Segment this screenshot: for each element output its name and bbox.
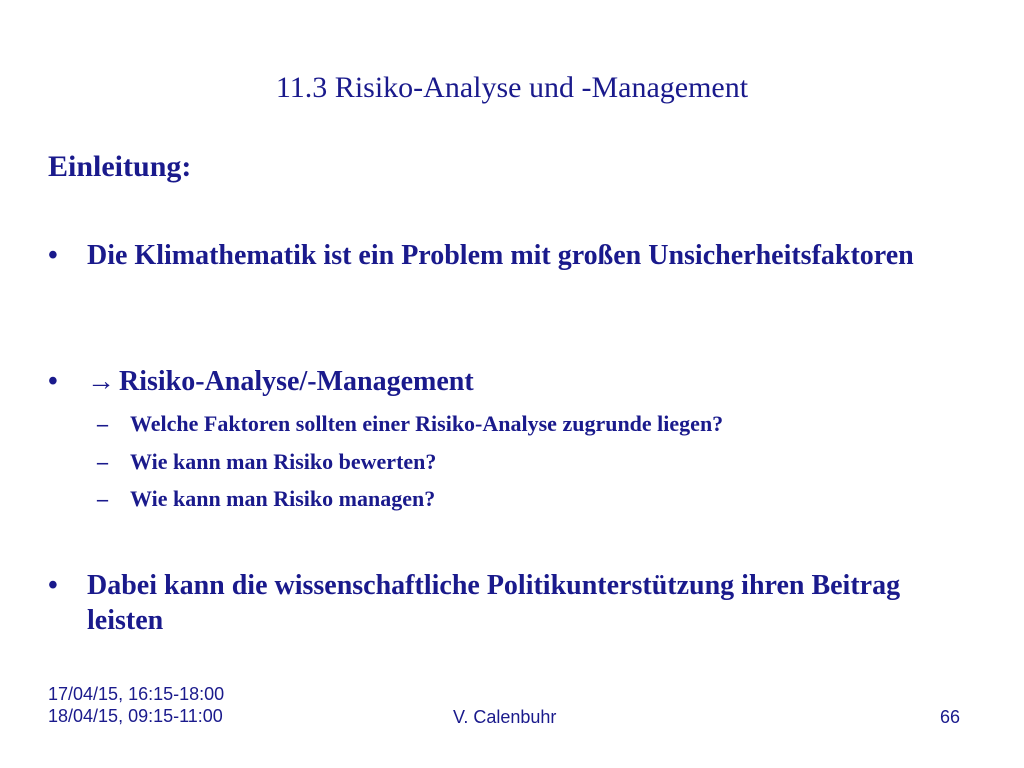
- slide-title: 11.3 Risiko-Analyse und -Management: [275, 71, 749, 104]
- sub-item-text: Wie kann man Risiko managen?: [130, 486, 436, 511]
- sub-item-text: Welche Faktoren sollten einer Risiko-Analyse zugrunde liegen?: [130, 411, 724, 436]
- bullet-text: Die Klimathematik ist ein Problem mit großen Unsicherheitsfaktoren: [87, 240, 914, 271]
- bullet-symbol: •: [48, 570, 58, 601]
- footer-date-line: 18/04/15, 09:15-11:00: [48, 706, 223, 726]
- dash-symbol: –: [97, 449, 108, 474]
- sub-item-text: Wie kann man Risiko bewerten?: [130, 449, 437, 474]
- section-heading: Einleitung:: [48, 150, 192, 183]
- dash-symbol: –: [97, 486, 108, 511]
- page-number: 66: [940, 707, 961, 727]
- footer-author: V. Calenbuhr: [453, 707, 557, 727]
- dash-symbol: –: [97, 411, 108, 436]
- bullet-text: Risiko-Analyse/-Management: [119, 366, 474, 397]
- arrow-right-icon: →: [87, 366, 115, 397]
- bullet-text: Dabei kann die wissenschaftliche Politikunterstützung ihren Beitrag leisten: [87, 570, 901, 636]
- footer-date: [48, 683, 224, 727]
- bullet-symbol: •: [48, 366, 58, 397]
- bullet-symbol: •: [48, 240, 58, 271]
- footer-date-line: 17/04/15, 16:15-18:00: [48, 684, 225, 704]
